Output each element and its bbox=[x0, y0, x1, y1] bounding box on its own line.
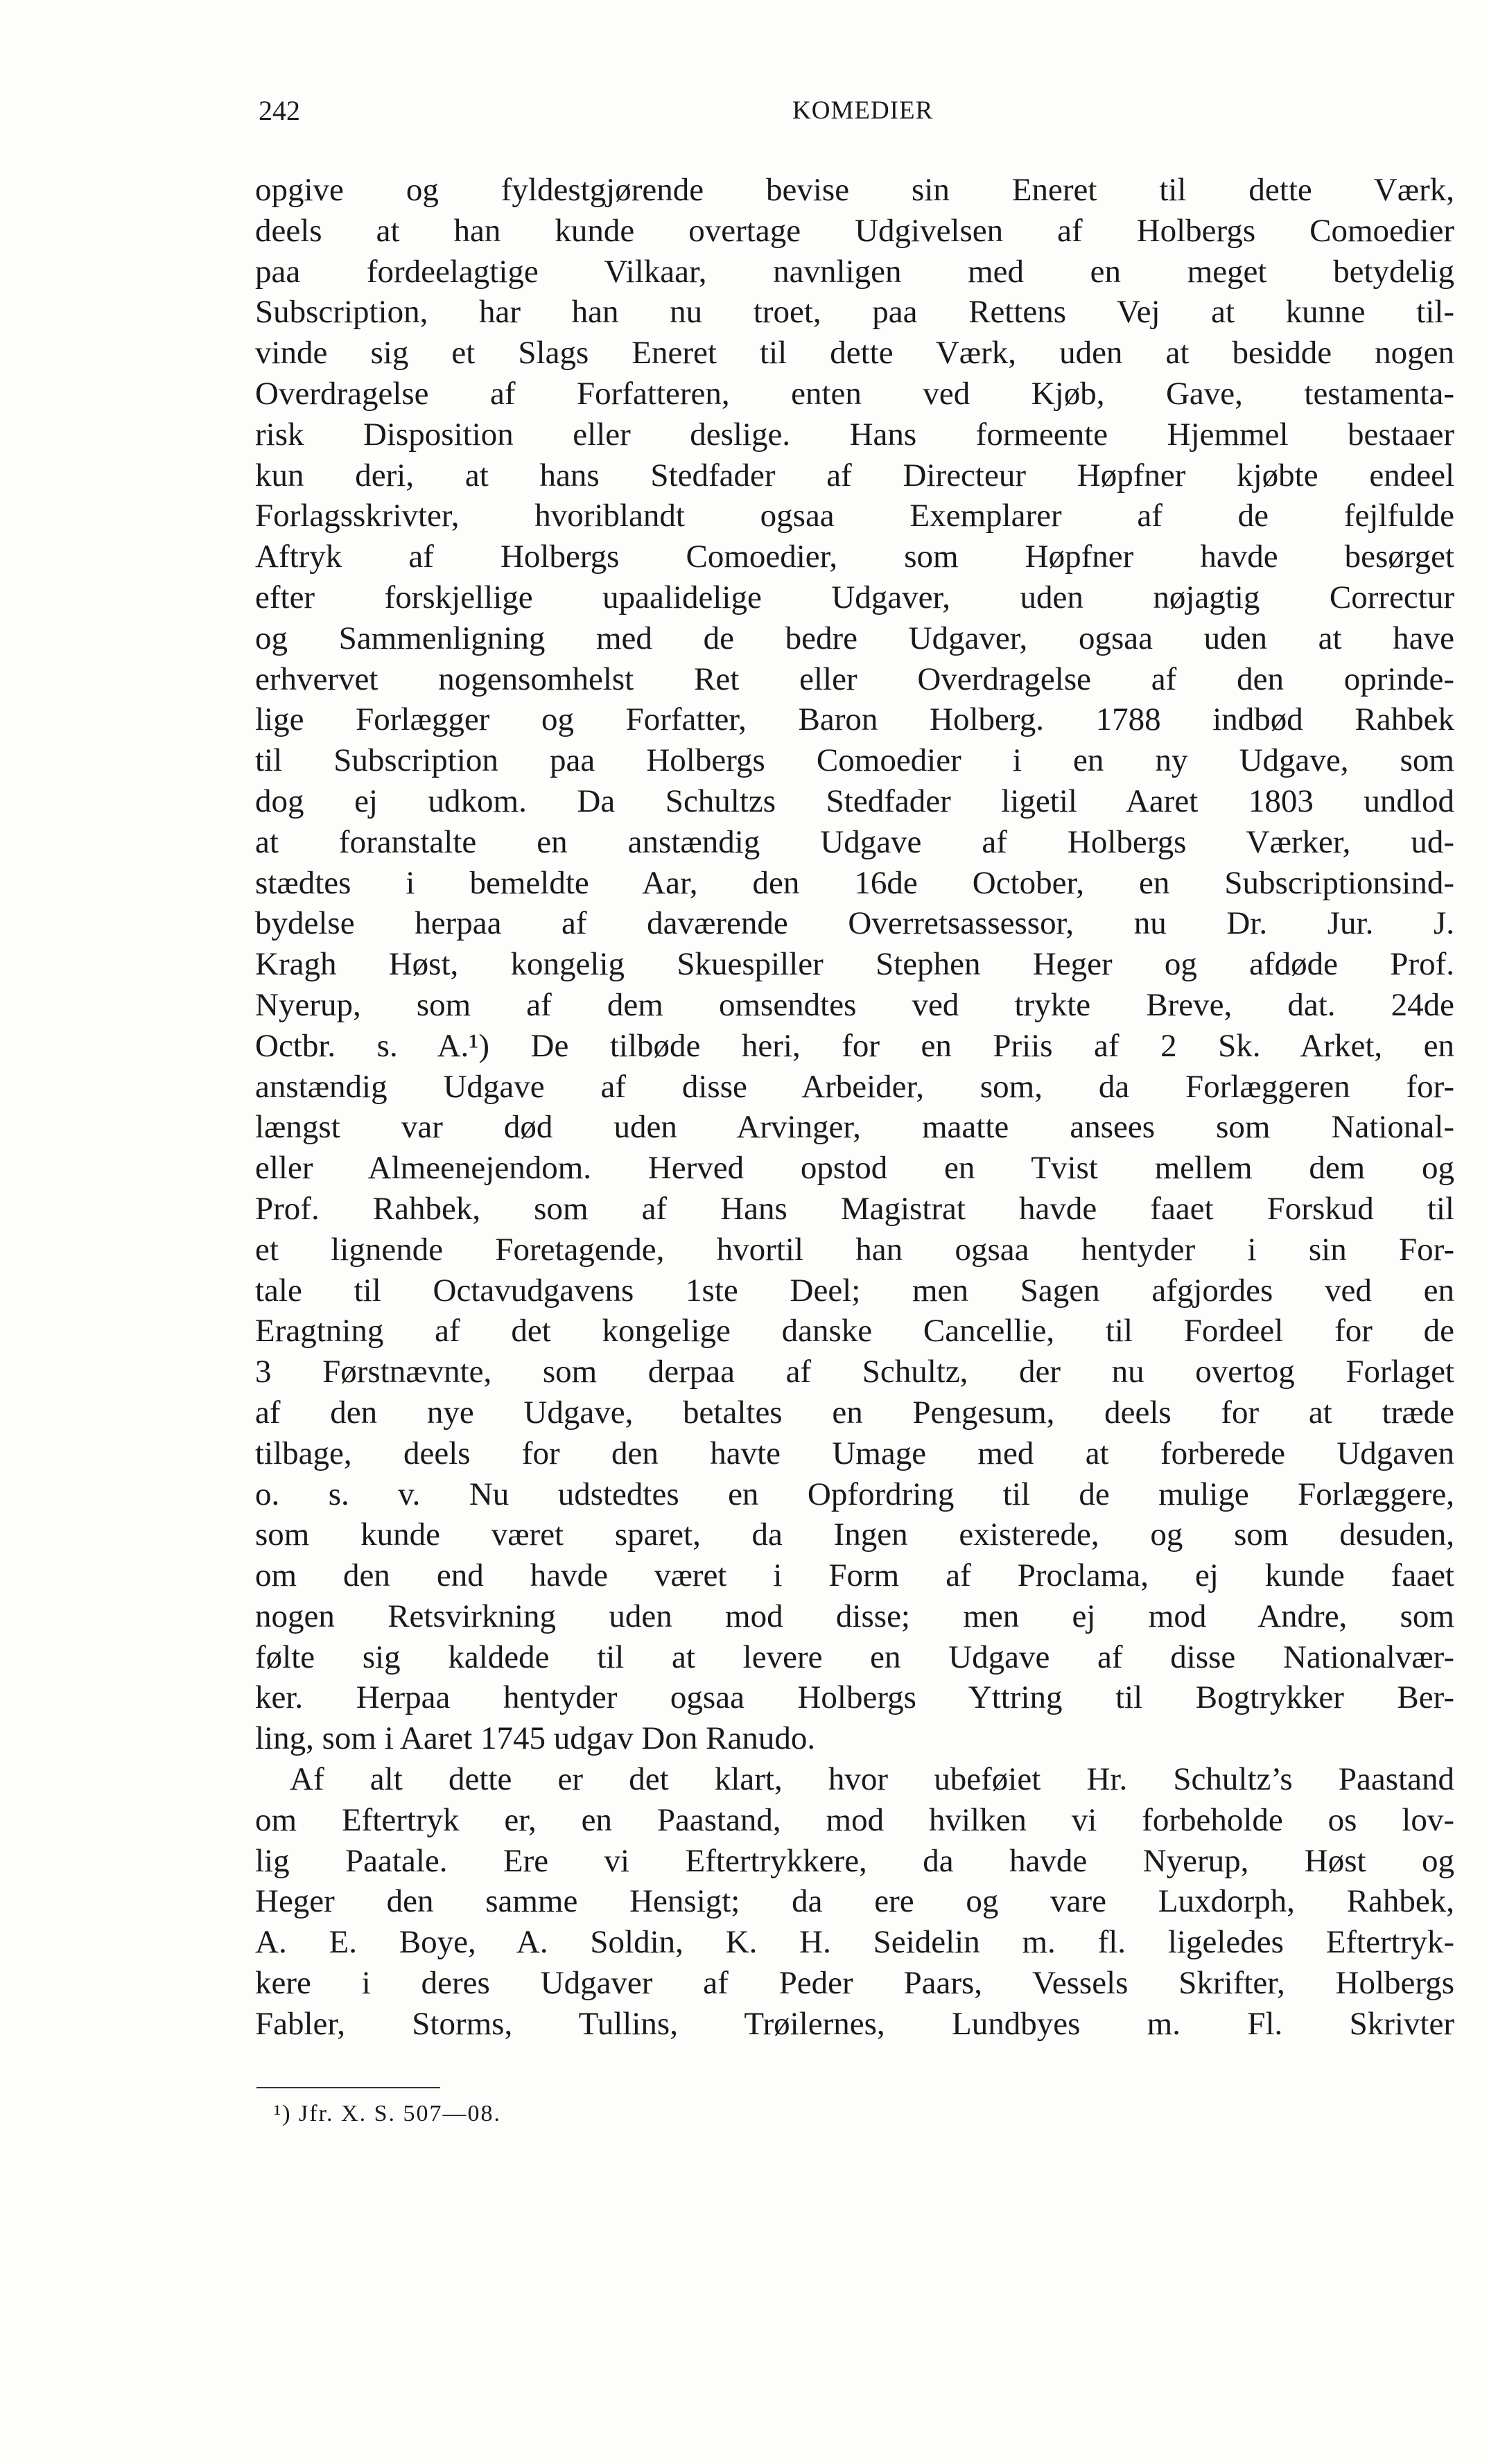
text-line: A. E. Boye, A. Soldin, K. H. Seidelin m. fl. ligeledes Eftertryk- bbox=[255, 1924, 1454, 1961]
text-line: følte sig kaldede til at levere en Udgave af disse Nationalvær- bbox=[255, 1639, 1454, 1675]
text-line: anstændig Udgave af disse Arbeider, som, da Forlæggeren for- bbox=[255, 1068, 1454, 1105]
text-line: erhvervet nogensomhelst Ret eller Overdragelse af den oprinde- bbox=[255, 661, 1454, 697]
text-line: til Subscription paa Holbergs Comoedier i en ny Udgave, som bbox=[255, 742, 1454, 779]
text-line: stædtes i bemeldte Aar, den 16de October, en Subscriptionsind- bbox=[255, 864, 1454, 901]
text-line: et lignende Foretagende, hvortil han ogsaa hentyder i sin For- bbox=[255, 1231, 1454, 1268]
text-line: om Eftertryk er, en Paastand, mod hvilken vi forbeholde os lov- bbox=[255, 1801, 1454, 1838]
text-line: af den nye Udgave, betaltes en Pengesum, deels for at træde bbox=[255, 1394, 1454, 1431]
text-line: Aftryk af Holbergs Comoedier, som Høpfner havde besørget bbox=[255, 539, 1454, 575]
text-line: Octbr. s. A.¹) De tilbøde heri, for en Priis af 2 Sk. Arket, en bbox=[255, 1027, 1454, 1064]
running-head: KOMEDIER bbox=[792, 96, 934, 125]
body-text bbox=[255, 170, 1454, 2045]
text-line: lig Paatale. Ere vi Eftertrykkere, da havde Nyerup, Høst og bbox=[255, 1842, 1454, 1879]
page-number: 242 bbox=[259, 95, 300, 126]
text-line: Subscription, har han nu troet, paa Rettens Vej at kunne til- bbox=[255, 294, 1454, 331]
text-line: Kragh Høst, kongelig Skuespiller Stephen Heger og afdøde Prof. bbox=[255, 946, 1454, 983]
text-line: risk Disposition eller deslige. Hans formeente Hjemmel bestaaer bbox=[255, 416, 1454, 453]
text-line: nogen Retsvirkning uden mod disse; men ej mod Andre, som bbox=[255, 1598, 1454, 1634]
text-line: deels at han kunde overtage Udgivelsen af Holbergs Comoedier bbox=[255, 212, 1454, 249]
footnote: ¹) Jfr. X. S. 507—08. bbox=[274, 2101, 501, 2126]
text-line: paa fordeelagtige Vilkaar, navnligen med en meget betydelig bbox=[255, 253, 1454, 290]
text-line: lige Forlægger og Forfatter, Baron Holberg. 1788 indbød Rahbek bbox=[255, 701, 1454, 738]
text-line: Af alt dette er det klart, hvor ubeføiet Hr. Schultz’s Paastand bbox=[290, 1761, 1454, 1798]
text-line: Forlagsskrivter, hvoriblandt ogsaa Exemplarer af de fejlfulde bbox=[255, 498, 1454, 534]
text-line: Prof. Rahbek, som af Hans Magistrat havde faaet Forskud til bbox=[255, 1190, 1454, 1227]
text-line: dog ej udkom. Da Schultzs Stedfader ligetil Aaret 1803 undlod bbox=[255, 783, 1454, 819]
text-line: Nyerup, som af dem omsendtes ved trykte Breve, dat. 24de bbox=[255, 986, 1454, 1023]
paragraph-2 bbox=[255, 1759, 1454, 2045]
text-line: tale til Octavudgavens 1ste Deel; men Sagen afgjordes ved en bbox=[255, 1272, 1454, 1309]
text-line: ker. Herpaa hentyder ogsaa Holbergs Yttring til Bogtrykker Ber- bbox=[255, 1679, 1454, 1716]
text-line: ling, som i Aaret 1745 udgav Don Ranudo. bbox=[255, 1720, 816, 1757]
text-line: o. s. v. Nu udstedtes en Opfordring til de mulige Forlæggere, bbox=[255, 1476, 1454, 1512]
text-line: og Sammenligning med de bedre Udgaver, ogsaa uden at have bbox=[255, 620, 1454, 656]
text-line: kun deri, at hans Stedfader af Directeur Høpfner kjøbte endeel bbox=[255, 457, 1454, 493]
text-line: Fabler, Storms, Tullins, Trøilernes, Lundbyes m. Fl. Skrivter bbox=[255, 2005, 1454, 2042]
page-header bbox=[259, 90, 1458, 132]
text-line: længst var død uden Arvinger, maatte ansees som National- bbox=[255, 1109, 1454, 1146]
text-line: 3 Førstnævnte, som derpaa af Schultz, der nu overtog Forlaget bbox=[255, 1354, 1454, 1390]
text-line: eller Almeenejendom. Herved opstod en Tvist mellem dem og bbox=[255, 1150, 1454, 1187]
text-line: kere i deres Udgaver af Peder Paars, Vessels Skrifter, Holbergs bbox=[255, 1965, 1454, 2002]
text-line: vinde sig et Slags Eneret til dette Værk, uden at besidde nogen bbox=[255, 335, 1454, 372]
text-line: Heger den samme Hensigt; da ere og vare Luxdorph, Rahbek, bbox=[255, 1883, 1454, 1920]
text-line: opgive og fyldestgjørende bevise sin Eneret til dette Værk, bbox=[255, 172, 1454, 208]
text-line: Eragtning af det kongelige danske Cancellie, til Fordeel for de bbox=[255, 1313, 1454, 1349]
text-line: som kunde været sparet, da Ingen existerede, og som desuden, bbox=[255, 1517, 1454, 1553]
text-line: efter forskjellige upaalidelige Udgaver, uden nøjagtig Correctur bbox=[255, 579, 1454, 615]
text-line: at foranstalte en anstændig Udgave af Holbergs Værker, ud- bbox=[255, 823, 1454, 860]
text-line: tilbage, deels for den havte Umage med at forberede Udgaven bbox=[255, 1435, 1454, 1471]
footnote-divider bbox=[256, 2087, 440, 2088]
paragraph-1 bbox=[255, 170, 1454, 1759]
text-line: bydelse herpaa af daværende Overretsassessor, nu Dr. Jur. J. bbox=[255, 905, 1454, 942]
text-line: om den end havde været i Form af Proclama, ej kunde faaet bbox=[255, 1557, 1454, 1594]
text-line: Overdragelse af Forfatteren, enten ved Kjøb, Gave, testamenta- bbox=[255, 375, 1454, 412]
